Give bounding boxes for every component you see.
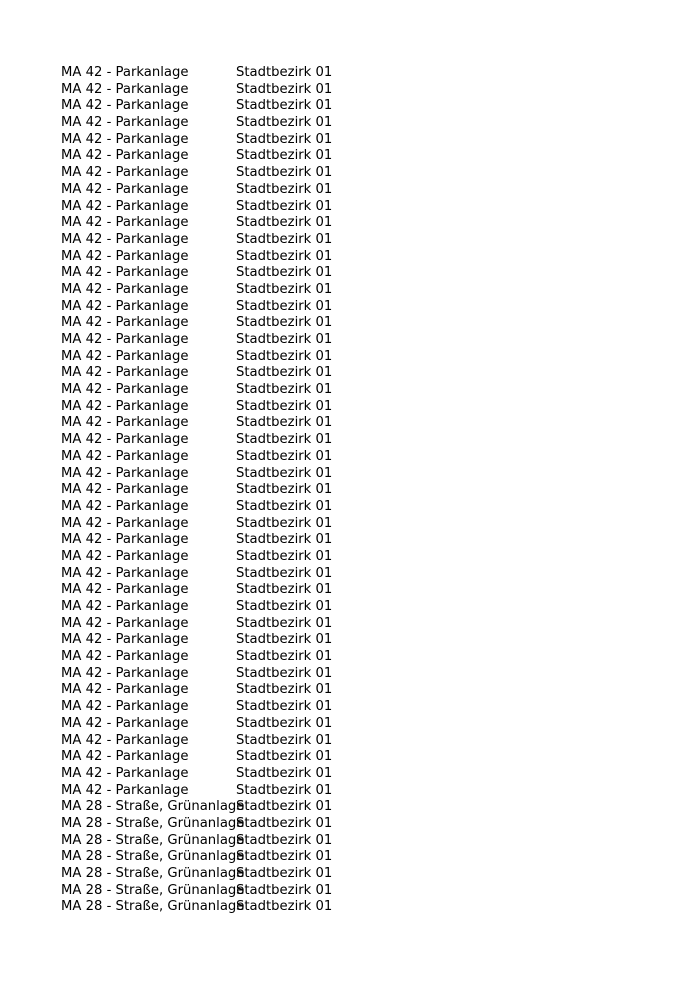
district-cell: Stadtbezirk 01 bbox=[236, 882, 333, 898]
table-row bbox=[61, 749, 356, 766]
table-row bbox=[61, 315, 356, 332]
district-cell: Stadtbezirk 01 bbox=[236, 248, 333, 264]
department-cell: MA 28 - Straße, Grünanlage bbox=[61, 832, 245, 848]
table-row bbox=[61, 783, 356, 800]
district-cell: Stadtbezirk 01 bbox=[236, 215, 333, 231]
department-cell: MA 42 - Parkanlage bbox=[61, 131, 189, 147]
department-cell: MA 42 - Parkanlage bbox=[61, 165, 189, 181]
department-cell: MA 42 - Parkanlage bbox=[61, 415, 189, 431]
district-cell: Stadtbezirk 01 bbox=[236, 382, 333, 398]
table-row bbox=[61, 399, 356, 416]
department-cell: MA 42 - Parkanlage bbox=[61, 548, 189, 564]
department-cell: MA 42 - Parkanlage bbox=[61, 749, 189, 765]
department-cell: MA 42 - Parkanlage bbox=[61, 398, 189, 414]
district-cell: Stadtbezirk 01 bbox=[236, 231, 333, 247]
district-cell: Stadtbezirk 01 bbox=[236, 148, 333, 164]
district-cell: Stadtbezirk 01 bbox=[236, 732, 333, 748]
district-cell: Stadtbezirk 01 bbox=[236, 365, 333, 381]
district-cell: Stadtbezirk 01 bbox=[236, 465, 333, 481]
table-row bbox=[61, 65, 356, 82]
department-cell: MA 42 - Parkanlage bbox=[61, 715, 189, 731]
table-row bbox=[61, 582, 356, 599]
district-cell: Stadtbezirk 01 bbox=[236, 315, 333, 331]
district-cell: Stadtbezirk 01 bbox=[236, 699, 333, 715]
department-cell: MA 42 - Parkanlage bbox=[61, 348, 189, 364]
district-cell: Stadtbezirk 01 bbox=[236, 815, 333, 831]
table-row bbox=[61, 115, 356, 132]
department-cell: MA 28 - Straße, Grünanlage bbox=[61, 899, 245, 915]
district-cell: Stadtbezirk 01 bbox=[236, 482, 333, 498]
table-row bbox=[61, 799, 356, 816]
table-row bbox=[61, 215, 356, 232]
department-cell: MA 42 - Parkanlage bbox=[61, 665, 189, 681]
department-cell: MA 42 - Parkanlage bbox=[61, 582, 189, 598]
table-row bbox=[61, 299, 356, 316]
table-row bbox=[61, 532, 356, 549]
district-cell: Stadtbezirk 01 bbox=[236, 131, 333, 147]
table-row bbox=[61, 816, 356, 833]
table-row bbox=[61, 716, 356, 733]
table-row bbox=[61, 148, 356, 165]
table-row bbox=[61, 382, 356, 399]
table-row bbox=[61, 682, 356, 699]
table-row bbox=[61, 282, 356, 299]
department-cell: MA 42 - Parkanlage bbox=[61, 615, 189, 631]
department-cell: MA 42 - Parkanlage bbox=[61, 465, 189, 481]
district-cell: Stadtbezirk 01 bbox=[236, 665, 333, 681]
table-row bbox=[61, 766, 356, 783]
district-cell: Stadtbezirk 01 bbox=[236, 799, 333, 815]
table-row bbox=[61, 666, 356, 683]
district-cell: Stadtbezirk 01 bbox=[236, 565, 333, 581]
table-row bbox=[61, 415, 356, 432]
district-cell: Stadtbezirk 01 bbox=[236, 782, 333, 798]
table-row bbox=[61, 883, 356, 900]
department-cell: MA 42 - Parkanlage bbox=[61, 448, 189, 464]
department-cell: MA 42 - Parkanlage bbox=[61, 565, 189, 581]
district-cell: Stadtbezirk 01 bbox=[236, 582, 333, 598]
table-row bbox=[61, 632, 356, 649]
department-cell: MA 42 - Parkanlage bbox=[61, 482, 189, 498]
district-cell: Stadtbezirk 01 bbox=[236, 181, 333, 197]
table-row bbox=[61, 349, 356, 366]
table-row bbox=[61, 365, 356, 382]
table-row bbox=[61, 566, 356, 583]
department-cell: MA 42 - Parkanlage bbox=[61, 599, 189, 614]
district-cell: Stadtbezirk 01 bbox=[236, 332, 333, 347]
district-cell: Stadtbezirk 01 bbox=[236, 115, 333, 131]
district-cell: Stadtbezirk 01 bbox=[236, 348, 333, 364]
district-cell: Stadtbezirk 01 bbox=[236, 832, 333, 848]
table-row bbox=[61, 199, 356, 216]
district-cell: Stadtbezirk 01 bbox=[236, 81, 333, 97]
department-cell: MA 28 - Straße, Grünanlage bbox=[61, 815, 245, 831]
table-row bbox=[61, 866, 356, 883]
department-cell: MA 42 - Parkanlage bbox=[61, 98, 189, 114]
department-cell: MA 28 - Straße, Grünanlage bbox=[61, 849, 245, 865]
district-cell: Stadtbezirk 01 bbox=[236, 448, 333, 464]
district-cell: Stadtbezirk 01 bbox=[236, 498, 333, 514]
district-cell: Stadtbezirk 01 bbox=[236, 298, 333, 314]
department-cell: MA 42 - Parkanlage bbox=[61, 699, 189, 715]
department-cell: MA 42 - Parkanlage bbox=[61, 632, 189, 648]
district-cell: Stadtbezirk 01 bbox=[236, 198, 333, 214]
department-cell: MA 42 - Parkanlage bbox=[61, 265, 189, 281]
department-cell: MA 42 - Parkanlage bbox=[61, 198, 189, 214]
district-cell: Stadtbezirk 01 bbox=[236, 899, 333, 915]
district-cell: Stadtbezirk 01 bbox=[236, 432, 333, 448]
department-cell: MA 42 - Parkanlage bbox=[61, 332, 189, 347]
department-cell: MA 42 - Parkanlage bbox=[61, 682, 189, 698]
district-cell: Stadtbezirk 01 bbox=[236, 281, 333, 297]
district-cell: Stadtbezirk 01 bbox=[236, 632, 333, 648]
department-cell: MA 42 - Parkanlage bbox=[61, 649, 189, 665]
table-row bbox=[61, 549, 356, 566]
table-row bbox=[61, 616, 356, 633]
table-row bbox=[61, 599, 356, 616]
district-cell: Stadtbezirk 01 bbox=[236, 265, 333, 281]
district-cell: Stadtbezirk 01 bbox=[236, 765, 333, 781]
district-cell: Stadtbezirk 01 bbox=[236, 649, 333, 665]
district-cell: Stadtbezirk 01 bbox=[236, 65, 333, 80]
district-cell: Stadtbezirk 01 bbox=[236, 548, 333, 564]
department-cell: MA 42 - Parkanlage bbox=[61, 65, 189, 80]
district-cell: Stadtbezirk 01 bbox=[236, 615, 333, 631]
department-cell: MA 42 - Parkanlage bbox=[61, 315, 189, 331]
district-cell: Stadtbezirk 01 bbox=[236, 515, 333, 531]
department-cell: MA 42 - Parkanlage bbox=[61, 498, 189, 514]
table-row bbox=[61, 516, 356, 533]
table-row bbox=[61, 899, 356, 916]
table-row bbox=[61, 499, 356, 516]
table-row bbox=[61, 265, 356, 282]
table-row bbox=[61, 833, 356, 850]
department-cell: MA 42 - Parkanlage bbox=[61, 281, 189, 297]
table-row bbox=[61, 165, 356, 182]
department-cell: MA 28 - Straße, Grünanlage bbox=[61, 866, 245, 881]
department-cell: MA 42 - Parkanlage bbox=[61, 115, 189, 131]
table-row bbox=[61, 699, 356, 716]
department-cell: MA 42 - Parkanlage bbox=[61, 515, 189, 531]
table-row bbox=[61, 849, 356, 866]
district-cell: Stadtbezirk 01 bbox=[236, 749, 333, 765]
department-cell: MA 42 - Parkanlage bbox=[61, 181, 189, 197]
department-cell: MA 42 - Parkanlage bbox=[61, 298, 189, 314]
district-cell: Stadtbezirk 01 bbox=[236, 415, 333, 431]
department-cell: MA 42 - Parkanlage bbox=[61, 732, 189, 748]
department-cell: MA 42 - Parkanlage bbox=[61, 782, 189, 798]
department-cell: MA 42 - Parkanlage bbox=[61, 248, 189, 264]
table-row bbox=[61, 733, 356, 750]
department-cell: MA 42 - Parkanlage bbox=[61, 365, 189, 381]
table-row bbox=[61, 232, 356, 249]
table-row bbox=[61, 249, 356, 266]
district-cell: Stadtbezirk 01 bbox=[236, 98, 333, 114]
table-row bbox=[61, 132, 356, 149]
department-cell: MA 42 - Parkanlage bbox=[61, 148, 189, 164]
department-cell: MA 28 - Straße, Grünanlage bbox=[61, 799, 245, 815]
department-cell: MA 42 - Parkanlage bbox=[61, 765, 189, 781]
district-cell: Stadtbezirk 01 bbox=[236, 849, 333, 865]
district-cell: Stadtbezirk 01 bbox=[236, 532, 333, 548]
table-row bbox=[61, 482, 356, 499]
table-row bbox=[61, 649, 356, 666]
department-cell: MA 42 - Parkanlage bbox=[61, 432, 189, 448]
department-cell: MA 42 - Parkanlage bbox=[61, 215, 189, 231]
district-cell: Stadtbezirk 01 bbox=[236, 599, 333, 614]
department-cell: MA 42 - Parkanlage bbox=[61, 231, 189, 247]
table-row bbox=[61, 182, 356, 199]
district-cell: Stadtbezirk 01 bbox=[236, 682, 333, 698]
table-row bbox=[61, 98, 356, 115]
table-row bbox=[61, 449, 356, 466]
district-cell: Stadtbezirk 01 bbox=[236, 715, 333, 731]
table-row bbox=[61, 82, 356, 99]
department-cell: MA 28 - Straße, Grünanlage bbox=[61, 882, 245, 898]
table-row bbox=[61, 466, 356, 483]
department-cell: MA 42 - Parkanlage bbox=[61, 382, 189, 398]
department-cell: MA 42 - Parkanlage bbox=[61, 81, 189, 97]
district-cell: Stadtbezirk 01 bbox=[236, 866, 333, 881]
data-table bbox=[61, 65, 356, 916]
district-cell: Stadtbezirk 01 bbox=[236, 165, 333, 181]
department-cell: MA 42 - Parkanlage bbox=[61, 532, 189, 548]
district-cell: Stadtbezirk 01 bbox=[236, 398, 333, 414]
table-row bbox=[61, 432, 356, 449]
table-row bbox=[61, 332, 356, 349]
